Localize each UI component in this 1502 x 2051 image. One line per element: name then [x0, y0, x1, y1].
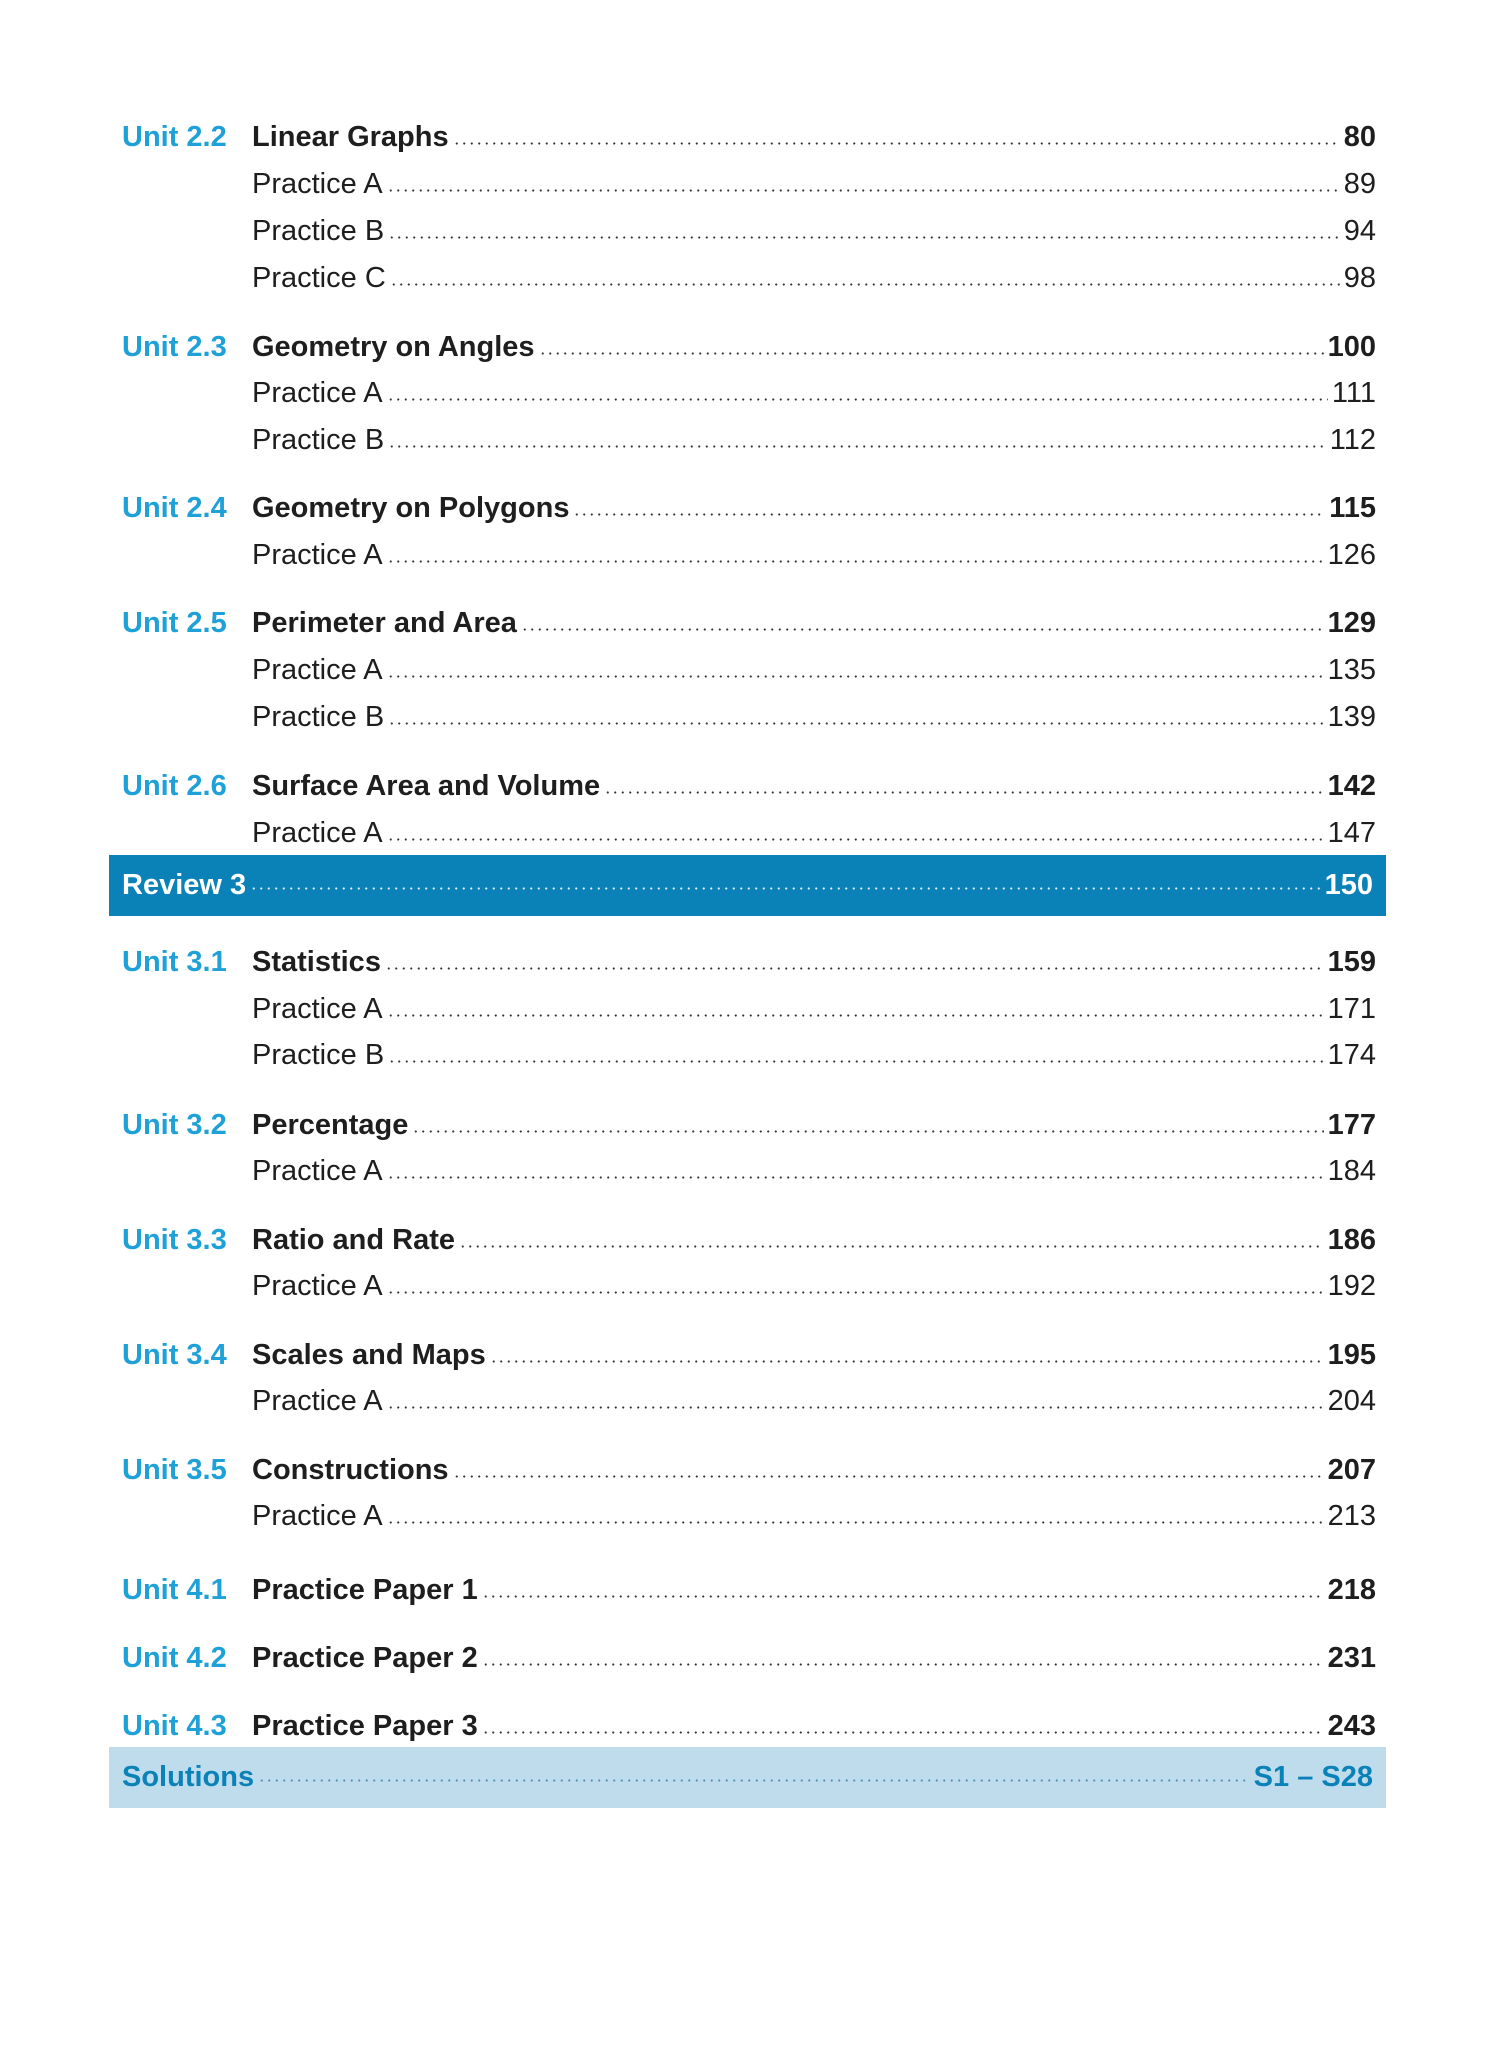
entry-title: Practice A: [252, 654, 383, 686]
unit-label: Unit 4.2: [122, 1642, 227, 1674]
page-number: 98: [1343, 262, 1376, 294]
toc-practice-entry[interactable]: [122, 373, 1376, 413]
entry-title: Linear Graphs: [252, 121, 449, 153]
dot-leader: [387, 1176, 1324, 1179]
dot-leader: [387, 1014, 1324, 1017]
toc-unit-entry[interactable]: [122, 1450, 1376, 1490]
dot-leader: [390, 283, 1340, 286]
unit-label: Unit 4.3: [122, 1710, 227, 1742]
toc-unit-entry[interactable]: [122, 1638, 1376, 1678]
toc-practice-entry[interactable]: [122, 813, 1376, 853]
toc-unit-entry[interactable]: [122, 1706, 1376, 1746]
entry-title: Practice Paper 2: [252, 1642, 478, 1674]
toc-practice-entry[interactable]: [122, 1266, 1376, 1306]
page-number: 94: [1343, 215, 1376, 247]
page-number: 171: [1327, 993, 1376, 1025]
page-number: 186: [1327, 1224, 1376, 1256]
entry-title: Practice A: [252, 993, 383, 1025]
toc-unit-entry[interactable]: [122, 488, 1376, 528]
page-number: 112: [1329, 424, 1376, 456]
page-number: 177: [1327, 1109, 1376, 1141]
unit-label: Unit 3.2: [122, 1109, 227, 1141]
page-number: 184: [1327, 1155, 1376, 1187]
unit-label: Unit 2.2: [122, 121, 227, 153]
entry-title: Practice A: [252, 377, 383, 409]
dot-leader: [250, 887, 1320, 890]
page-number: 243: [1327, 1710, 1376, 1742]
dot-leader: [387, 189, 1340, 192]
dot-leader: [388, 722, 1323, 725]
dot-leader: [387, 675, 1324, 678]
dot-leader: [258, 1779, 1250, 1782]
page-number: 100: [1327, 331, 1376, 363]
dot-leader: [482, 1731, 1324, 1734]
page-number: 89: [1343, 168, 1376, 200]
entry-title: Ratio and Rate: [252, 1224, 456, 1256]
page-number: 135: [1327, 654, 1376, 686]
toc-unit-entry[interactable]: [122, 1220, 1376, 1260]
toc-unit-entry[interactable]: [122, 1335, 1376, 1375]
toc-practice-entry[interactable]: [122, 1496, 1376, 1536]
entry-title: Percentage: [252, 1109, 409, 1141]
entry-title: Practice A: [252, 168, 383, 200]
dot-leader: [490, 1360, 1324, 1363]
toc-practice-entry[interactable]: [122, 535, 1376, 575]
toc-unit-entry[interactable]: [122, 766, 1376, 806]
entry-title: Practice C: [252, 262, 386, 294]
toc-unit-entry[interactable]: [122, 1570, 1376, 1610]
entry-title: Practice A: [252, 1155, 383, 1187]
dot-leader: [388, 445, 1326, 448]
page-number: 207: [1327, 1454, 1376, 1486]
entry-title: Scales and Maps: [252, 1339, 486, 1371]
page-number: 115: [1329, 492, 1376, 524]
entry-title: Geometry on Angles: [252, 331, 535, 363]
page-number: 174: [1327, 1039, 1376, 1071]
entry-title: Practice A: [252, 1385, 383, 1417]
solutions-page-range: S1 – S28: [1253, 1761, 1373, 1793]
page-number: 129: [1327, 607, 1376, 639]
page-number: 204: [1327, 1385, 1376, 1417]
entry-title: Perimeter and Area: [252, 607, 517, 639]
unit-label: Unit 2.3: [122, 331, 227, 363]
dot-leader: [482, 1595, 1324, 1598]
dot-leader: [453, 142, 1340, 145]
toc-unit-entry[interactable]: [122, 117, 1376, 157]
page-number: 111: [1331, 377, 1376, 409]
entry-title: Practice A: [252, 1270, 383, 1302]
toc-practice-entry[interactable]: [122, 420, 1376, 460]
dot-leader: [604, 791, 1323, 794]
entry-title: Practice A: [252, 539, 383, 571]
toc-practice-entry[interactable]: [122, 1151, 1376, 1191]
dot-leader: [387, 1521, 1324, 1524]
page-number: 192: [1327, 1270, 1376, 1302]
entry-title: Practice B: [252, 701, 385, 733]
solutions-title: Solutions: [122, 1761, 255, 1793]
unit-label: Unit 3.1: [122, 946, 227, 978]
dot-leader: [482, 1663, 1324, 1666]
toc-unit-entry[interactable]: [122, 1105, 1376, 1145]
page-number: 139: [1327, 701, 1376, 733]
dot-leader: [412, 1130, 1323, 1133]
entry-title: Statistics: [252, 946, 381, 978]
dot-leader: [387, 560, 1324, 563]
page-number: 126: [1327, 539, 1376, 571]
dot-leader: [521, 628, 1324, 631]
dot-leader: [459, 1245, 1324, 1248]
page-number: 231: [1327, 1642, 1376, 1674]
entry-title: Practice Paper 1: [252, 1574, 478, 1606]
dot-leader: [387, 838, 1324, 841]
solutions-entry[interactable]: [109, 1747, 1386, 1808]
entry-title: Surface Area and Volume: [252, 770, 601, 802]
entry-title: Practice A: [252, 817, 383, 849]
entry-title: Practice B: [252, 424, 385, 456]
toc-practice-entry[interactable]: [122, 1381, 1376, 1421]
toc-unit-entry[interactable]: [122, 327, 1376, 367]
entry-title: Practice B: [252, 215, 385, 247]
review-title: Review 3: [122, 869, 247, 901]
toc-unit-entry[interactable]: [122, 942, 1376, 982]
page-number: 159: [1327, 946, 1376, 978]
page-number: 213: [1327, 1500, 1376, 1532]
review-3-entry[interactable]: [109, 855, 1386, 916]
toc-practice-entry[interactable]: [122, 258, 1376, 298]
unit-label: Unit 2.5: [122, 607, 227, 639]
toc-practice-entry[interactable]: [122, 650, 1376, 690]
review-page-number: 150: [1324, 869, 1373, 901]
dot-leader: [539, 352, 1324, 355]
dot-leader: [387, 1406, 1324, 1409]
unit-label: Unit 3.5: [122, 1454, 227, 1486]
entry-title: Geometry on Polygons: [252, 492, 570, 524]
dot-leader: [453, 1475, 1324, 1478]
page-number: 218: [1327, 1574, 1376, 1606]
page-number: 142: [1327, 770, 1376, 802]
page-number: 147: [1327, 817, 1376, 849]
dot-leader: [387, 1291, 1324, 1294]
page-number: 195: [1327, 1339, 1376, 1371]
unit-label: Unit 3.3: [122, 1224, 227, 1256]
entry-title: Practice B: [252, 1039, 385, 1071]
unit-label: Unit 2.6: [122, 770, 227, 802]
dot-leader: [573, 513, 1325, 516]
toc-practice-entry[interactable]: [122, 697, 1376, 737]
entry-title: Practice Paper 3: [252, 1710, 478, 1742]
toc-practice-entry[interactable]: [122, 164, 1376, 204]
dot-leader: [388, 1060, 1323, 1063]
dot-leader: [387, 398, 1328, 401]
unit-label: Unit 4.1: [122, 1574, 227, 1606]
toc-unit-entry[interactable]: [122, 603, 1376, 643]
unit-label: Unit 2.4: [122, 492, 227, 524]
page-number: 80: [1343, 121, 1376, 153]
toc-practice-entry[interactable]: [122, 989, 1376, 1029]
toc-practice-entry[interactable]: [122, 1035, 1376, 1075]
dot-leader: [385, 967, 1324, 970]
toc-practice-entry[interactable]: [122, 211, 1376, 251]
unit-label: Unit 3.4: [122, 1339, 227, 1371]
entry-title: Constructions: [252, 1454, 449, 1486]
entry-title: Practice A: [252, 1500, 383, 1532]
dot-leader: [388, 236, 1340, 239]
